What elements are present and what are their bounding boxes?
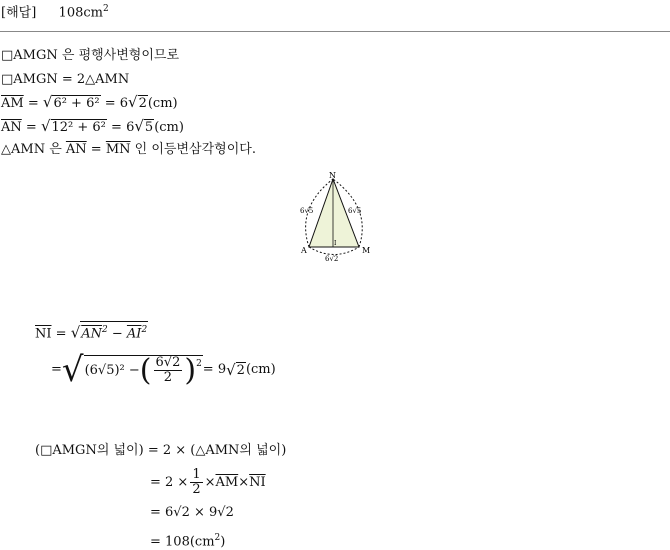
label-m: M	[362, 246, 371, 255]
label-n: N	[329, 171, 336, 180]
triangle-figure	[296, 168, 376, 263]
segment-ni: $\overline{NI}$	[35, 326, 52, 342]
dashed-arc-bottom	[309, 247, 359, 255]
solution-line-2: □AMGN = 2△AMN	[1, 72, 130, 87]
answer-exp: 2	[102, 4, 109, 14]
solution-line-1: □AMGN 은 평행사변형이므로	[1, 48, 180, 63]
segment-an: $\overline{AN}$	[1, 120, 22, 135]
label-bottom: 6√2	[325, 255, 339, 263]
answer-line	[1, 1, 109, 21]
ni-line-2: = √ (6√5)² − ( $\frac{6√2}{2}$ ) $^2$ = 9 √ 2 (cm)	[51, 350, 276, 390]
label-a: A	[301, 246, 307, 255]
radicand: 12² + 6²	[51, 120, 106, 135]
label-left: 6√5	[300, 207, 314, 215]
divider	[0, 31, 670, 32]
answer-value: 108cm	[58, 5, 103, 21]
area-line-2: = 2 × $\frac{1}{2}$ × $\overline{AM}$ × $\overline{NI}$	[150, 467, 266, 497]
label-i: I	[334, 240, 337, 247]
solution-line-4: $\overline{AN} = √12^2 + 6^2 = 6√5(cm)$	[1, 117, 184, 135]
radicand: 6² + 6²	[53, 96, 100, 111]
area-line-1: (□AMGN의 넓이) = 2 × (△AMN의 넓이)	[35, 443, 287, 458]
area-line-4: = $108(cm^2)$	[150, 533, 226, 550]
answer-label: [해답]	[1, 5, 37, 21]
label-right: 6√5	[348, 207, 362, 215]
area-line-3: = 6√2 × 9√2	[150, 505, 234, 520]
ni-line-1: $\overline{NI} = √AN^2 - \overline{AI}^2$	[35, 321, 148, 342]
segment-am: $\overline{AM}$	[1, 96, 24, 111]
solution-line-3: $\overline{AM} = √6^2 + 6^2 = 6√2(cm)$	[1, 93, 178, 111]
solution-line-5: △AMN 은 $\overline{AN} = \overline{MN}$ 인 이등변삼각형이다.	[1, 142, 256, 157]
